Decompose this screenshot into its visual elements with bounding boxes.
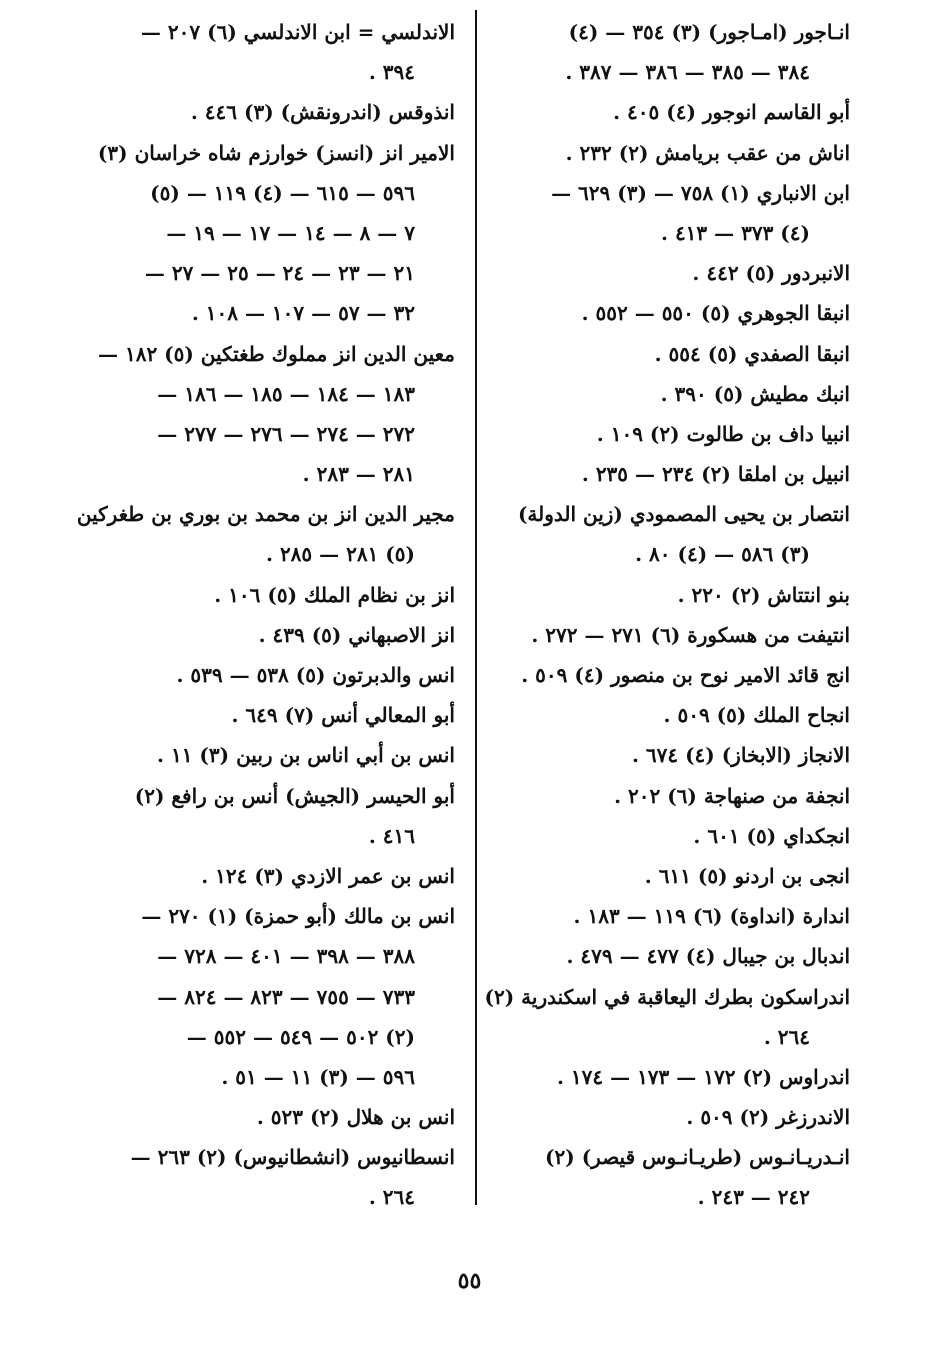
index-entry: أبو المعالي أنس (٧) ٦٤٩ .	[231, 703, 455, 728]
index-entry: انبيا داف بن طالوت (٢) ١٠٩ .	[596, 421, 850, 446]
index-entry: انتصار بن يحيى المصمودي (زين الدولة)	[517, 502, 850, 527]
index-entry: انز بن نظام الملك (٥) ١٠٦ .	[214, 582, 455, 607]
index-entry-continuation: ٢٦٤ .	[763, 1024, 810, 1049]
index-entry: انبقا الجوهري (٥) ٥٥٠ — ٥٥٢ .	[581, 301, 850, 326]
index-entry: معين الدين انز مملوك طغتكين (٥) ١٨٢ —	[97, 341, 455, 366]
index-entry-continuation: ٢٦٤ .	[368, 1185, 415, 1210]
index-entry-continuation: (٥) ٢٨١ — ٢٨٥ .	[266, 542, 415, 567]
index-entry-continuation: ٥٩٦ — (٣) ١١ — ٥١ .	[221, 1064, 415, 1089]
index-entry-continuation: ٧ — ٨ — ١٤ — ١٧ — ١٩ —	[166, 220, 415, 245]
index-entry: انذوقس (اندرونقش) (٣) ٤٤٦ .	[190, 100, 455, 125]
index-entry-continuation: ٣٨٤ — ٣٨٥ — ٣٨٦ — ٣٨٧ .	[565, 60, 810, 85]
index-entry: انس بن عمر الازدي (٣) ١٢٤ .	[201, 863, 455, 888]
index-entry: اناش من عقب بريامش (٢) ٢٣٢ .	[565, 140, 850, 165]
index-entry-continuation: ٢١ — ٢٣ — ٢٤ — ٢٥ — ٢٧ —	[144, 261, 415, 286]
index-entry-continuation: ١٨٣ — ١٨٤ — ١٨٥ — ١٨٦ —	[157, 381, 415, 406]
index-entry: اندراوس (٢) ١٧٢ — ١٧٣ — ١٧٤ .	[556, 1064, 850, 1089]
index-entry: انتيفت من هسكورة (٦) ٢٧١ — ٢٧٢ .	[531, 622, 850, 647]
index-entry: انبقا الصفدي (٥) ٥٥٤ .	[654, 341, 850, 366]
index-entry: انجكداي (٥) ٦٠١ .	[693, 823, 850, 848]
index-entry-continuation: ٢٧٢ — ٢٧٤ — ٢٧٦ — ٢٧٧ —	[157, 421, 415, 446]
index-entry: ابن الانباري (١) ٧٥٨ — (٣) ٦٢٩ —	[551, 180, 850, 205]
index-entry: انبك مطيش (٥) ٣٩٠ .	[660, 381, 850, 406]
index-entry: مجير الدين انز بن محمد بن بوري بن طغركين	[76, 502, 455, 527]
index-entry-continuation: (٢) ٥٠٢ — ٥٤٩ — ٥٥٢ —	[186, 1024, 415, 1049]
index-entry: بنو انتتاش (٢) ٢٢٠ .	[677, 582, 850, 607]
index-entry: اندبال بن جيبال (٤) ٤٧٧ — ٤٧٩ .	[566, 944, 850, 969]
index-entry: انج قائد الامير نوح بن منصور (٤) ٥٠٩ .	[521, 663, 850, 687]
index-entry: انسطانيوس (انشطانيوس) (٢) ٢٦٣ —	[130, 1145, 455, 1170]
index-entry: انـدريـانـوس (طريـانـوس قيصر) (٢)	[545, 1145, 850, 1170]
index-entry: انس بن هلال (٢) ٥٢٣ .	[256, 1105, 455, 1130]
index-entry: اندراسكون بطرك اليعاقبة في اسكندرية (٢)	[484, 984, 850, 1009]
index-entry: الاندرزغر (٢) ٥٠٩ .	[686, 1105, 850, 1130]
index-entry-continuation: ٤١٦ .	[368, 823, 415, 848]
index-entry: أبو القاسم انوجور (٤) ٤٠٥ .	[613, 100, 850, 125]
index-entry: اندارة (انداوة) (٦) ١١٩ — ١٨٣ .	[573, 904, 850, 929]
index-entry: الاندلسي = ابن الاندلسي (٦) ٢٠٧ —	[140, 20, 455, 44]
index-entry-continuation: ٣٨٨ — ٣٩٨ — ٤٠١ — ٧٢٨ —	[157, 944, 415, 969]
page-number: ٥٥	[457, 1268, 482, 1294]
index-entry: انز الاصبهاني (٥) ٤٣٩ .	[258, 622, 455, 647]
index-entry: انجاح الملك (٥) ٥٠٩ .	[663, 703, 850, 728]
index-column-left	[76, 12, 455, 1218]
index-entry: انـاجور (امـاجور) (٣) ٣٥٤ — (٤)	[568, 20, 850, 44]
index-entry: انجى بن اردنو (٥) ٦١١ .	[644, 863, 850, 888]
index-entry: انجفة من صنهاجة (٦) ٢٠٢ .	[614, 783, 850, 808]
index-entry: انس بن أبي اناس بن ربين (٣) ١١ .	[157, 743, 455, 768]
index-entry: الامير انز (انسز) خوارزم شاه خراسان (٣)	[97, 140, 455, 165]
column-divider	[475, 10, 477, 1205]
index-entry-continuation: ٢٨١ — ٢٨٣ .	[302, 462, 415, 487]
index-entry: انس والدبرتون (٥) ٥٣٨ — ٥٣٩ .	[176, 663, 455, 687]
index-entry: الانجاز (الابخاز) (٤) ٦٧٤ .	[631, 743, 850, 768]
index-column-right	[484, 12, 850, 1218]
index-entry-continuation: ٧٣٣ — ٧٥٥ — ٨٢٣ — ٨٢٤ —	[157, 984, 415, 1009]
index-entry-continuation: ٢٤٢ — ٢٤٣ .	[697, 1185, 810, 1210]
index-entry: انس بن مالك (أبو حمزة) (١) ٢٧٠ —	[141, 904, 455, 929]
index-entry-continuation: ٣٩٤ .	[368, 60, 415, 85]
index-entry: انبيل بن املقا (٢) ٢٣٤ — ٢٣٥ .	[581, 462, 850, 487]
index-entry-continuation: ٥٩٦ — ٦١٥ — (٤) ١١٩ — (٥)	[150, 180, 415, 205]
index-entry-continuation: (٤) ٣٧٣ — ٤١٣ .	[661, 220, 810, 245]
index-entry: الانبردور (٥) ٤٤٢ .	[692, 261, 850, 286]
index-entry-continuation: (٣) ٥٨٦ — (٤) ٨٠ .	[635, 542, 810, 567]
index-entry: أبو الحيسر (الجيش) أنس بن رافع (٢)	[134, 783, 455, 808]
index-entry-continuation: ٣٢ — ٥٧ — ١٠٧ — ١٠٨ .	[191, 301, 415, 326]
